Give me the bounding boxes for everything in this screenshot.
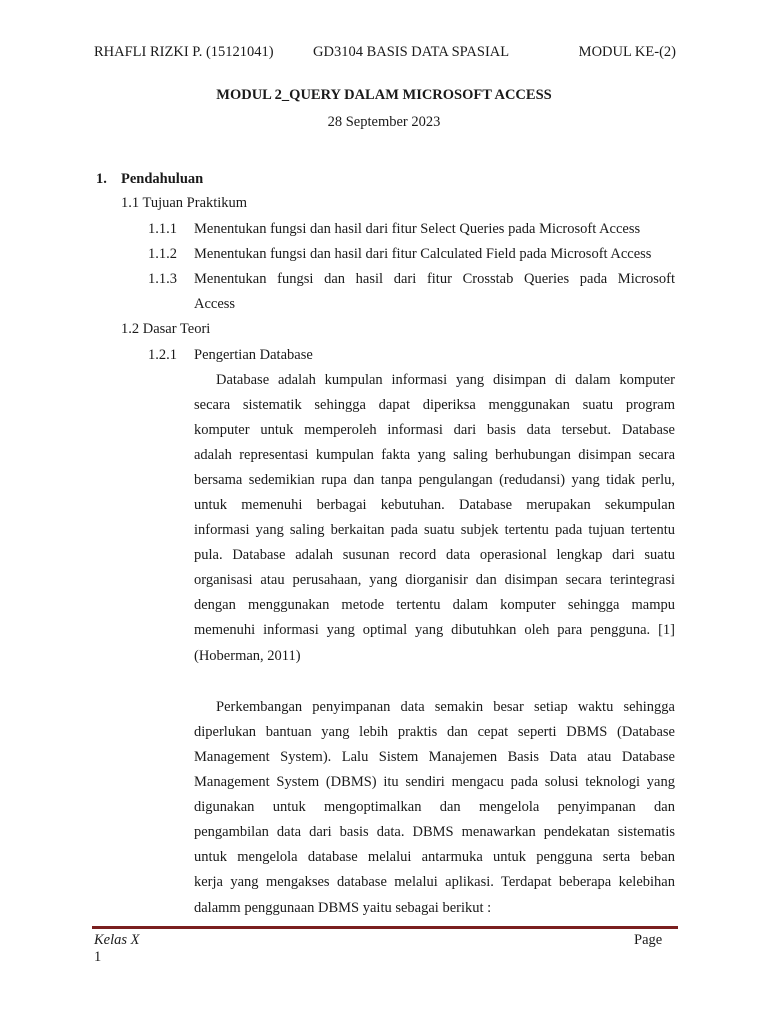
item-number: 1.1.3 <box>148 271 177 287</box>
item-number: 1.2.1 <box>148 347 177 363</box>
paragraph-line: Database adalah kumpulan informasi yang disimpan di dalam komputer <box>216 372 675 388</box>
paragraph-line: informasi yang saling berkaitan pada suatu subjek tertentu pada tujuan tertentu <box>194 522 675 538</box>
paragraph-line: organisasi atau perusahaan, yang diorganisir dan disimpan secara terintegrasi <box>194 572 675 588</box>
footer-page-label: Page <box>634 932 663 948</box>
item-text: Menentukan fungsi dan hasil dari fitur Crosstab Queries pada Microsoft <box>194 271 675 287</box>
paragraph-line: (Hoberman, 2011) <box>194 648 301 664</box>
paragraph-line: secara sistematik sehingga dapat diperiksa menggunakan suatu program <box>194 397 675 413</box>
document-title: MODUL 2_QUERY DALAM MICROSOFT ACCESS <box>216 87 552 103</box>
section-heading: Pendahuluan <box>121 171 204 187</box>
paragraph-line: Management System (DBMS) itu sendiri mengacu pada solusi teknologi yang <box>194 774 675 790</box>
header-author: RHAFLI RIZKI P. (15121041) <box>94 44 274 60</box>
paragraph-line: untuk mengelola database melalui antarmuka untuk pengguna serta beban <box>194 849 675 865</box>
section-number: 1. <box>96 171 107 187</box>
header-course: GD3104 BASIS DATA SPASIAL <box>313 44 510 60</box>
paragraph-line: memenuhi informasi yang optimal yang dibutuhkan oleh para pengguna. [1] <box>194 622 675 638</box>
paragraph-line: Management System). Lalu Sistem Manajemen Basis Data atau Database <box>194 749 675 765</box>
paragraph-line: pengambilan data dari basis data. DBMS menawarkan pendekatan sistematis <box>194 824 675 840</box>
header-module: MODUL KE-(2) <box>578 44 676 60</box>
paragraph-line: diperlukan bantuan yang lebih praktis dan cepat seperti DBMS (Database <box>194 724 675 740</box>
paragraph-line: kerja yang mengakses database melalui aplikasi. Terdapat beberapa kelebihan <box>194 874 675 890</box>
item-number: 1.1.1 <box>148 221 177 237</box>
paragraph-line: dengan menggunakan metode tertentu dalam komputer sehingga mampu <box>194 597 675 613</box>
paragraph-line: komputer untuk memperoleh informasi dari basis data tersebut. Database <box>194 422 675 438</box>
item-text-continued: Access <box>194 296 236 312</box>
document-date: 28 September 2023 <box>327 114 441 130</box>
paragraph-line: dalamm penggunaan DBMS yaitu sebagai berikut : <box>194 900 492 916</box>
page-header <box>94 44 676 62</box>
paragraph-line: pula. Database adalah susunan record data operasional lengkap dari suatu <box>194 547 675 563</box>
paragraph-line: Perkembangan penyimpanan data semakin besar setiap waktu sehingga <box>216 699 675 715</box>
subsection-dasar-teori: 1.2 Dasar Teori <box>121 321 211 337</box>
paragraph-line: adalah representasi kumpulan fakta yang saling berhubungan disimpan secara <box>194 447 675 463</box>
footer-divider <box>92 926 678 929</box>
paragraph-line: untuk memenuhi berbagai kebutuhan. Database merupakan sekumpulan <box>194 497 675 513</box>
item-text: Menentukan fungsi dan hasil dari fitur Calculated Field pada Microsoft Access <box>194 246 652 262</box>
footer-class-label: Kelas X <box>94 932 140 948</box>
paragraph-line: bersama sedemikian rupa dan tanpa pengulangan (redudansi) yang tidak perlu, <box>194 472 675 488</box>
item-text: Menentukan fungsi dan hasil dari fitur Select Queries pada Microsoft Access <box>194 221 641 237</box>
footer-page-number: 1 <box>94 949 102 965</box>
item-number: 1.1.2 <box>148 246 177 262</box>
paragraph-line: digunakan untuk mengoptimalkan dan mengelola penyimpanan dan <box>194 799 675 815</box>
subsection-tujuan: 1.1 Tujuan Praktikum <box>121 195 248 211</box>
item-text: Pengertian Database <box>194 347 313 363</box>
